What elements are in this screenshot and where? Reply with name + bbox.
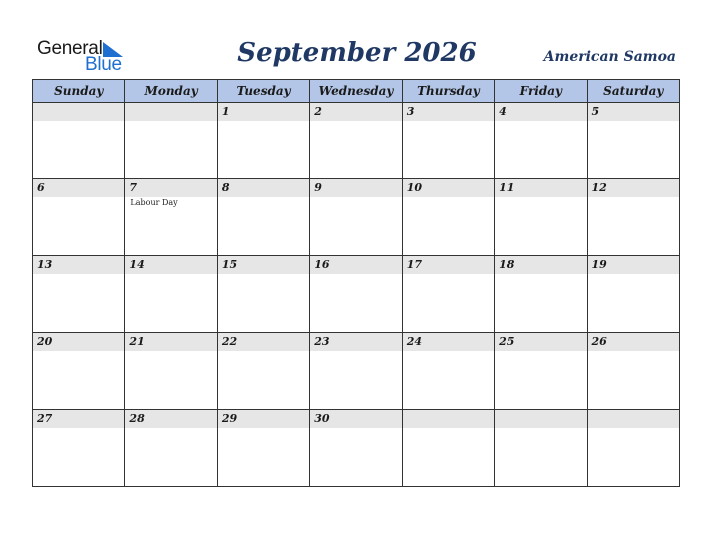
day-cell	[217, 256, 309, 333]
weekday-header-monday: Monday	[125, 80, 217, 103]
logo-text-blue: Blue	[85, 54, 122, 75]
day-cell	[495, 333, 587, 410]
empty-day-cell	[587, 410, 679, 487]
day-cell	[495, 256, 587, 333]
day-cell	[587, 103, 679, 179]
day-cell	[587, 256, 679, 333]
day-cell	[125, 256, 217, 333]
day-cell	[33, 179, 125, 256]
day-number	[403, 410, 494, 428]
day-cell	[125, 179, 217, 256]
day-cell	[217, 410, 309, 487]
day-number: 14	[125, 256, 216, 274]
day-number: 3	[403, 103, 494, 121]
day-number: 29	[218, 410, 309, 428]
calendar-week-row	[33, 103, 680, 179]
day-number: 23	[310, 333, 401, 351]
region-label: American Samoa	[543, 49, 676, 65]
day-cell	[217, 333, 309, 410]
day-cell	[402, 333, 494, 410]
day-cell	[495, 179, 587, 256]
day-number	[495, 410, 586, 428]
day-cell	[310, 256, 402, 333]
day-number: 5	[588, 103, 679, 121]
weekday-header-tuesday: Tuesday	[217, 80, 309, 103]
day-number	[588, 410, 679, 428]
day-cell	[125, 333, 217, 410]
day-number: 30	[310, 410, 401, 428]
day-cell	[33, 333, 125, 410]
empty-day-cell	[495, 410, 587, 487]
day-cell	[33, 410, 125, 487]
day-number: 10	[403, 179, 494, 197]
calendar-grid	[32, 79, 680, 487]
day-number: 4	[495, 103, 586, 121]
weekday-header-saturday: Saturday	[587, 80, 679, 103]
day-cell	[402, 256, 494, 333]
weekday-header-row	[33, 80, 680, 103]
empty-day-cell	[33, 103, 125, 179]
day-number: 6	[33, 179, 124, 197]
day-number: 2	[310, 103, 401, 121]
day-cell	[587, 333, 679, 410]
day-number: 22	[218, 333, 309, 351]
day-number: 19	[588, 256, 679, 274]
calendar-week-row	[33, 256, 680, 333]
day-cell	[310, 410, 402, 487]
day-number: 11	[495, 179, 586, 197]
day-number	[33, 103, 124, 121]
day-number: 28	[125, 410, 216, 428]
day-number: 13	[33, 256, 124, 274]
logo-text-general: General	[37, 38, 103, 59]
day-number: 17	[403, 256, 494, 274]
day-cell	[125, 410, 217, 487]
empty-day-cell	[125, 103, 217, 179]
day-cell	[217, 179, 309, 256]
empty-day-cell	[402, 410, 494, 487]
holiday-label: Labour Day	[130, 198, 178, 207]
day-cell	[310, 179, 402, 256]
day-number: 25	[495, 333, 586, 351]
day-cell	[587, 179, 679, 256]
day-number	[125, 103, 216, 121]
day-cell	[402, 179, 494, 256]
day-number: 8	[218, 179, 309, 197]
weekday-header-wednesday: Wednesday	[310, 80, 402, 103]
weekday-header-sunday: Sunday	[33, 80, 125, 103]
day-cell	[495, 103, 587, 179]
page-title: September 2026	[237, 38, 477, 68]
calendar-week-row	[33, 410, 680, 487]
day-cell	[33, 256, 125, 333]
day-number: 1	[218, 103, 309, 121]
calendar-week-row	[33, 333, 680, 410]
day-number: 21	[125, 333, 216, 351]
calendar-week-row	[33, 179, 680, 256]
weekday-header-thursday: Thursday	[402, 80, 494, 103]
day-number: 20	[33, 333, 124, 351]
day-number: 9	[310, 179, 401, 197]
weekday-header-friday: Friday	[495, 80, 587, 103]
day-number: 12	[588, 179, 679, 197]
generalblue-logo	[37, 38, 137, 74]
day-number: 24	[403, 333, 494, 351]
day-cell	[310, 103, 402, 179]
day-number: 15	[218, 256, 309, 274]
day-cell	[402, 103, 494, 179]
day-number: 26	[588, 333, 679, 351]
day-number: 27	[33, 410, 124, 428]
day-number: 18	[495, 256, 586, 274]
calendar-body	[33, 103, 680, 487]
day-cell	[217, 103, 309, 179]
day-number: 16	[310, 256, 401, 274]
day-cell	[310, 333, 402, 410]
day-number: 7	[125, 179, 216, 197]
